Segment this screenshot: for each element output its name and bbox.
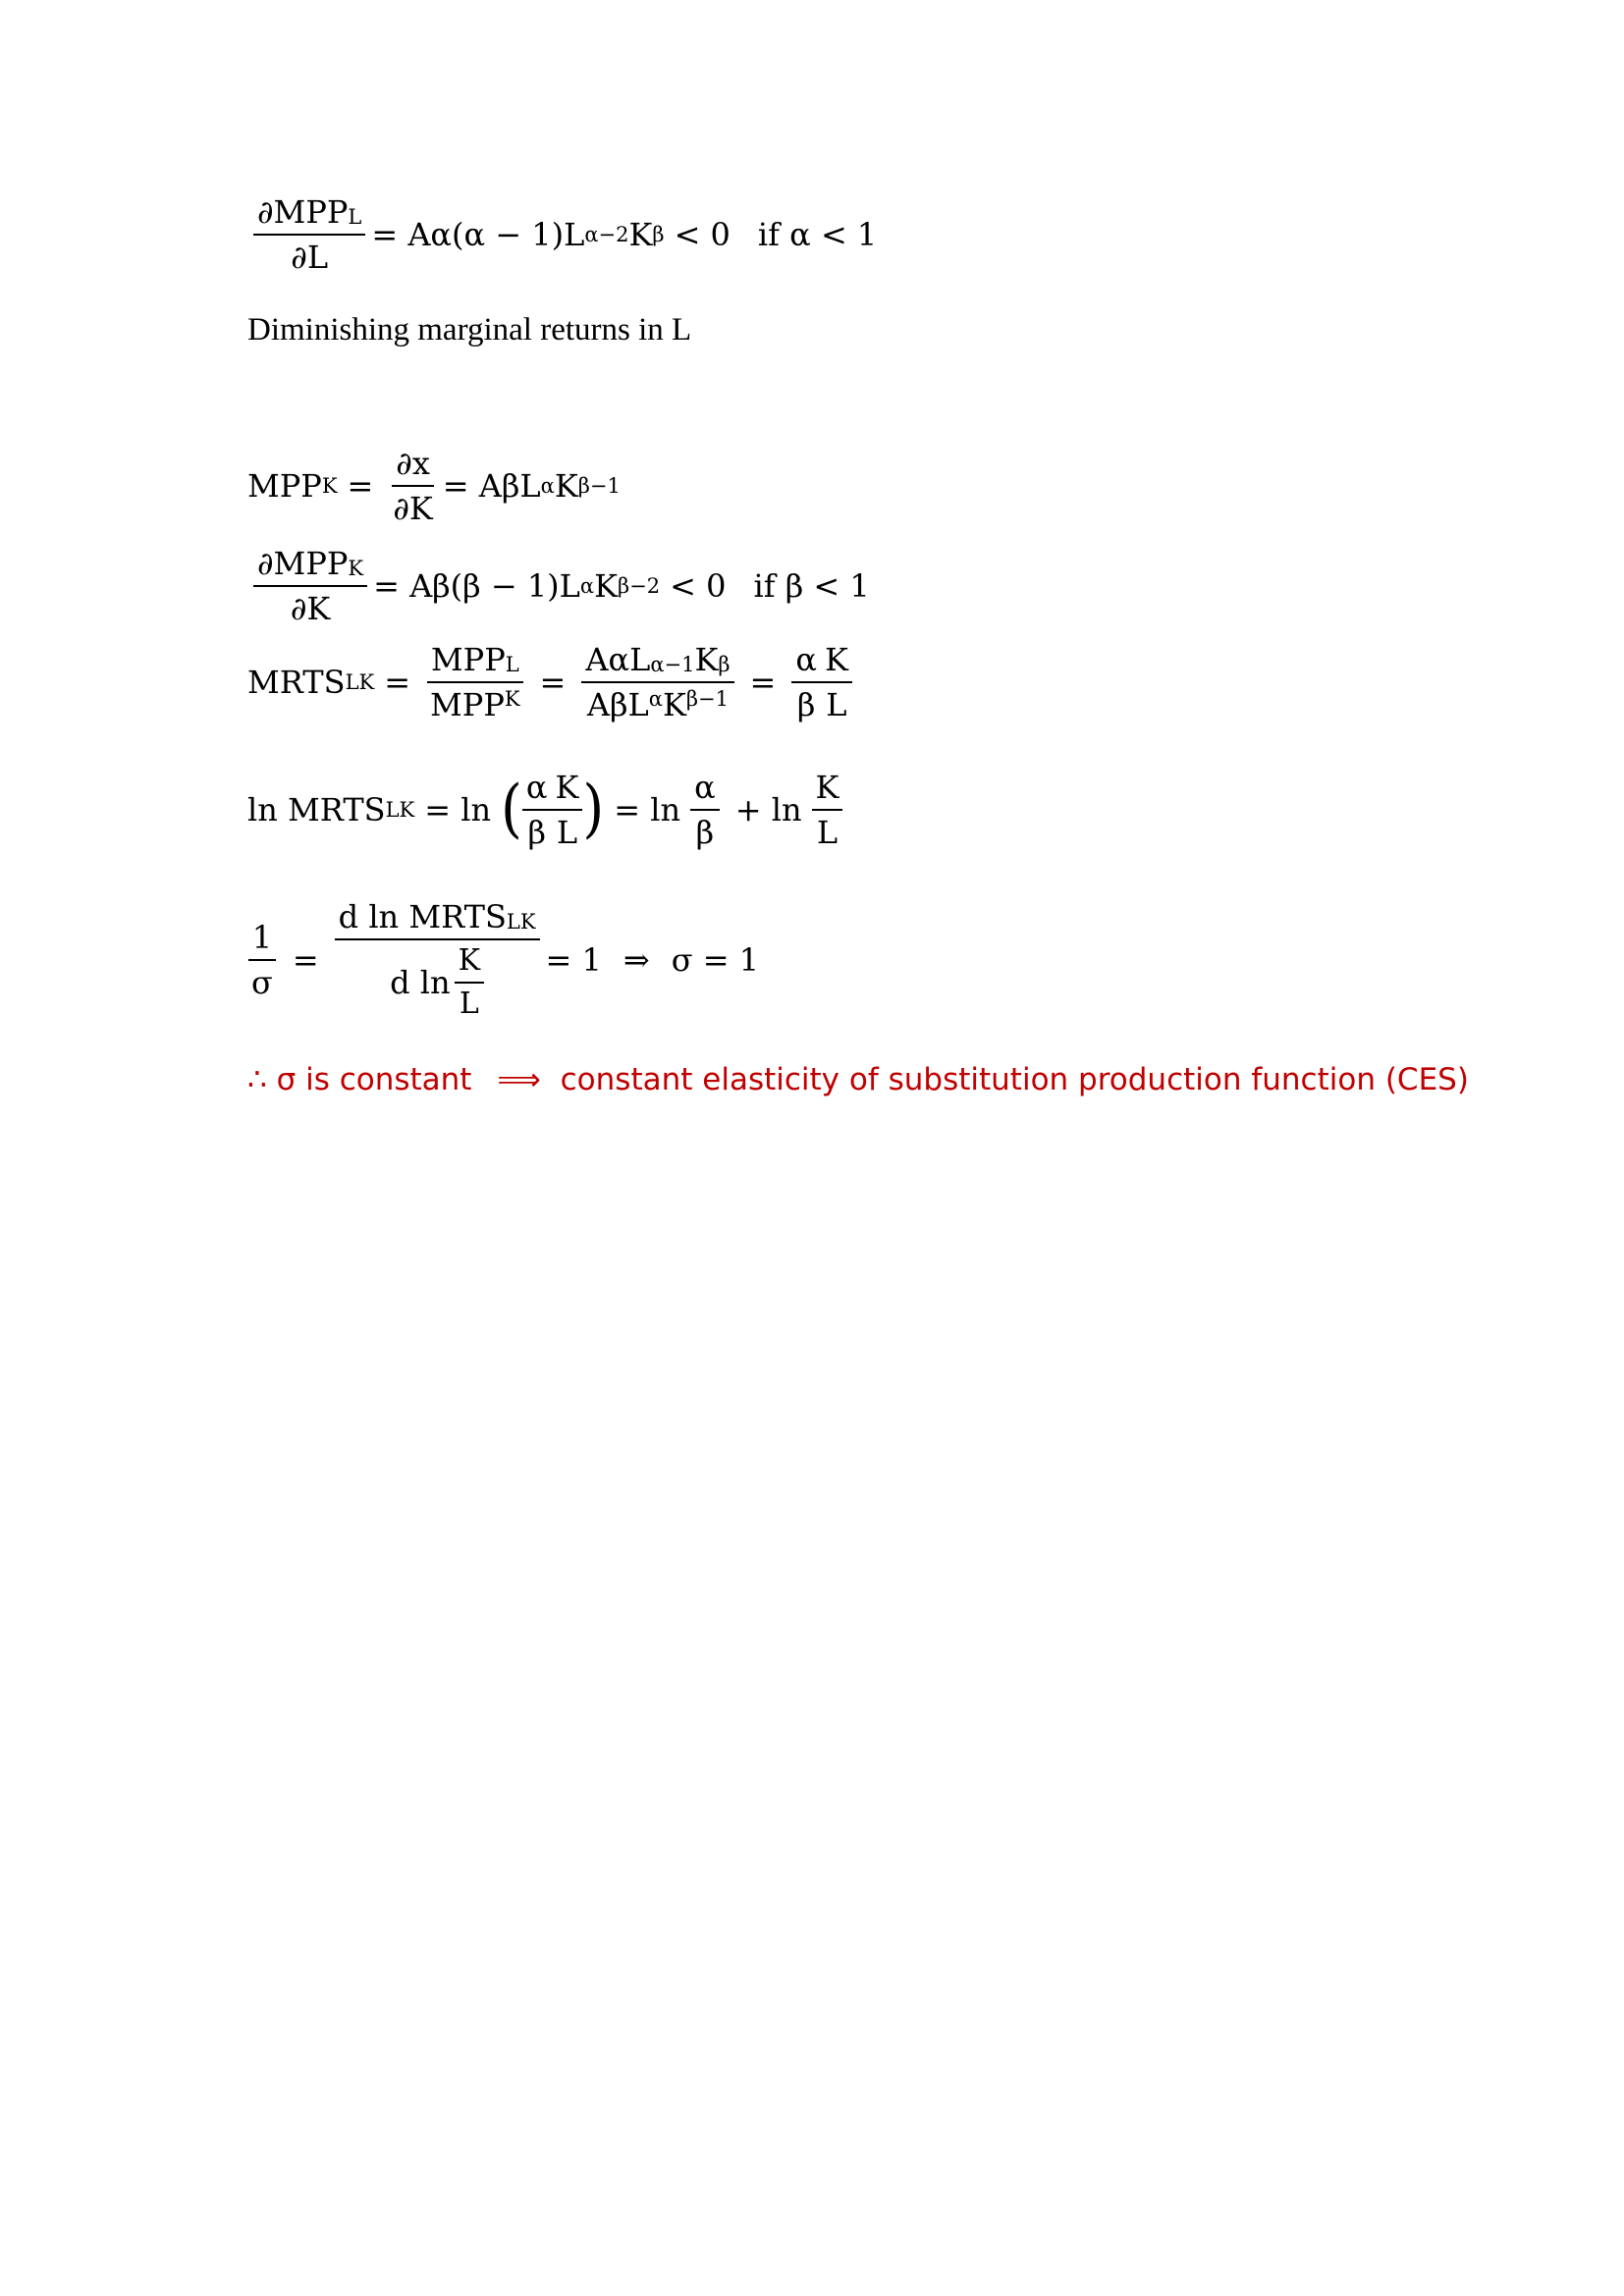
equation-mppk <box>247 445 621 527</box>
numerator: ∂x <box>392 448 434 487</box>
rhs-part-a: = AβL <box>442 467 541 505</box>
numerator: K <box>821 644 852 683</box>
result: σ = 1 <box>671 941 760 979</box>
fraction-k-l <box>552 769 583 851</box>
numerator: ∂MPP <box>257 545 349 582</box>
lhs-subscript: LK <box>385 797 415 822</box>
implies-arrow-icon: ⟹ <box>497 1062 541 1097</box>
denominator: β <box>527 814 546 851</box>
rhs-part-b: K <box>594 567 618 605</box>
rhs-exponent-1: α−2 <box>584 222 629 246</box>
numerator: α <box>522 772 552 811</box>
denominator-b: K <box>662 686 686 723</box>
numerator-subscript: LK <box>506 910 536 934</box>
equation-sigma <box>247 898 760 1021</box>
denominator: L <box>459 987 479 1021</box>
fraction-alpha-beta <box>791 641 821 723</box>
rhs-exponent-1: α <box>540 473 555 498</box>
equals-sign: = <box>749 664 777 701</box>
rhs-exponent-2: β−2 <box>618 573 661 598</box>
numerator: K <box>552 772 583 811</box>
fraction-k-l <box>821 641 852 723</box>
numerator: 1 <box>248 922 276 961</box>
numerator: K <box>812 772 843 811</box>
numerator: α <box>791 644 821 683</box>
equals-ln: = ln <box>424 791 492 828</box>
denominator: σ <box>251 964 273 1001</box>
fraction-expanded <box>581 641 733 723</box>
numerator-subscript: L <box>348 205 362 229</box>
numerator-exp-1: α−1 <box>650 653 695 676</box>
rhs-exponent-2: β−1 <box>577 473 621 498</box>
equation-ln-mrts <box>247 769 848 851</box>
denominator: ∂L <box>291 239 329 276</box>
fraction-dx-over-dk <box>389 445 436 527</box>
equals-sign: = <box>384 664 411 701</box>
denominator: L <box>816 814 839 851</box>
rhs-part-a: = Aα(α − 1)L <box>371 216 585 253</box>
numerator: MPP <box>430 641 506 678</box>
fraction-dln-mrts <box>335 898 540 1021</box>
denominator: ∂K <box>393 490 433 527</box>
fraction-k-l-2 <box>812 769 843 851</box>
fraction-alpha-beta-2 <box>690 769 720 851</box>
denominator-subscript: K <box>504 687 520 711</box>
numerator: K <box>455 946 484 984</box>
denominator-exp-1: α <box>648 687 663 711</box>
conclusion-line <box>247 1062 1469 1097</box>
fraction-dmppk-over-dk <box>253 545 367 627</box>
equals-one: = 1 <box>545 941 602 979</box>
denominator: ∂K <box>290 590 331 627</box>
denominator: L <box>556 814 578 851</box>
numerator-b: K <box>694 641 719 678</box>
fraction-one-over-sigma <box>247 919 277 1001</box>
fraction-dmppl-over-dl <box>253 193 365 276</box>
text-diminishing-returns: Diminishing marginal returns in L <box>247 312 692 347</box>
equation-mrts <box>247 641 858 723</box>
rhs-part-b: K <box>554 467 578 505</box>
condition: if α < 1 <box>757 216 878 253</box>
fraction-k-l <box>455 943 484 1021</box>
numerator: α <box>690 772 720 811</box>
equals-sign: = <box>347 467 374 505</box>
numerator: ∂MPP <box>257 193 349 231</box>
rhs-inequality: < 0 <box>674 216 731 253</box>
rhs-exponent-2: β <box>652 222 665 246</box>
denominator-prefix: d ln <box>390 964 451 1001</box>
fraction-alpha-beta <box>522 769 552 851</box>
plus-ln: + ln <box>734 791 802 828</box>
lhs: MRTS <box>247 664 346 701</box>
equals-sign: = <box>539 664 567 701</box>
rhs-exponent-1: α <box>579 573 595 598</box>
implies-icon: ⇒ <box>623 941 650 979</box>
equals-sign: = <box>292 941 319 979</box>
lhs-subscript: K <box>321 473 338 498</box>
lhs: ln MRTS <box>247 791 386 828</box>
close-paren: ) <box>582 773 605 846</box>
denominator: β <box>796 686 816 723</box>
condition: if β < 1 <box>753 567 870 605</box>
numerator: d ln MRTS <box>338 898 507 935</box>
denominator-exp-2: β−1 <box>685 687 729 711</box>
numerator-subscript: L <box>505 653 519 676</box>
conclusion-text: constant elasticity of substitution production function (CES) <box>560 1062 1469 1097</box>
therefore-text: ∴ σ is constant <box>247 1062 472 1097</box>
denominator: β <box>695 814 715 851</box>
lhs: MPP <box>247 467 322 505</box>
fraction-mppl-over-mppk <box>426 641 524 723</box>
denominator: L <box>826 686 847 723</box>
rhs-part-b: K <box>628 216 653 253</box>
open-paren: ( <box>501 773 522 846</box>
numerator-subscript: K <box>348 557 364 580</box>
numerator-a: AαL <box>585 641 651 678</box>
equation-dmppk-dk <box>247 545 870 627</box>
equals-ln: = ln <box>614 791 681 828</box>
denominator-a: AβL <box>586 686 649 723</box>
denominator: MPP <box>430 686 505 723</box>
rhs-inequality: < 0 <box>670 567 727 605</box>
equation-dmppl-dl <box>247 193 878 276</box>
lhs-subscript: LK <box>345 669 375 694</box>
numerator-exp-2: β <box>718 653 731 676</box>
rhs-part-a: = Aβ(β − 1)L <box>373 567 580 605</box>
